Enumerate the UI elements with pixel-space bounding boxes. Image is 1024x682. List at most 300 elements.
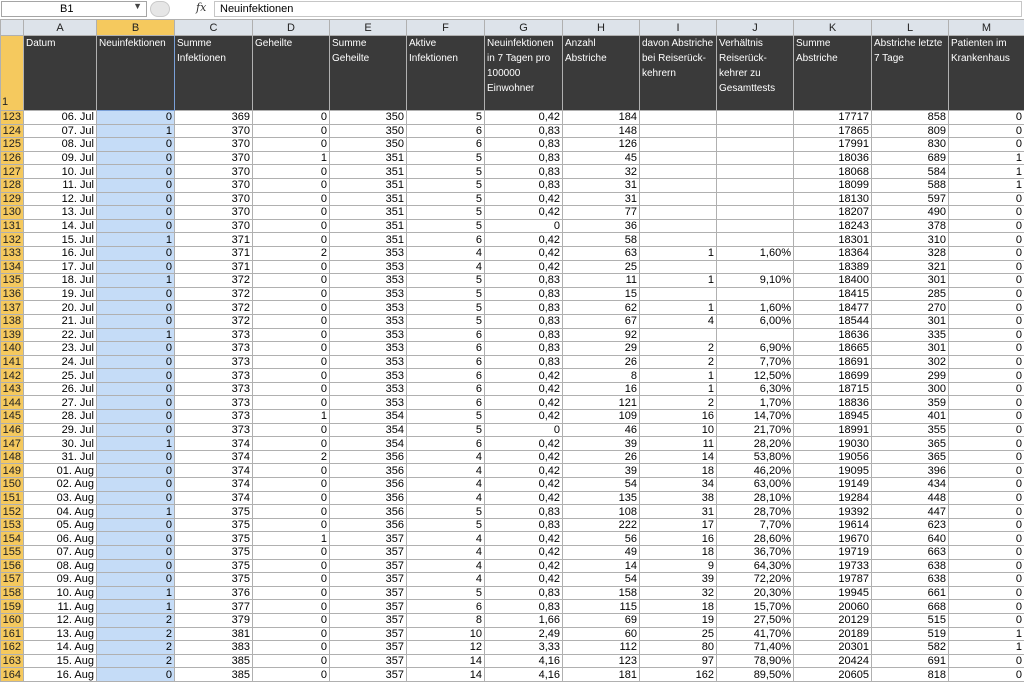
cell[interactable]: 385 (175, 654, 253, 668)
cell[interactable]: 222 (563, 518, 640, 532)
cell[interactable]: 0 (949, 423, 1024, 437)
cell[interactable]: 20424 (794, 654, 872, 668)
cell[interactable]: 31 (563, 178, 640, 192)
cell[interactable]: 0 (253, 178, 330, 192)
cell[interactable] (717, 233, 794, 247)
row-number[interactable]: 124 (1, 124, 24, 138)
cell[interactable]: 18068 (794, 165, 872, 179)
column-header-e[interactable]: E (330, 20, 407, 36)
cell[interactable]: 89,50% (717, 668, 794, 682)
cell[interactable]: 0 (253, 423, 330, 437)
cell[interactable]: 356 (330, 464, 407, 478)
cell[interactable]: 0 (97, 450, 175, 464)
cell[interactable]: 2 (253, 246, 330, 260)
cell[interactable]: 301 (872, 342, 949, 356)
cell[interactable]: 350 (330, 138, 407, 152)
row-number[interactable]: 139 (1, 328, 24, 342)
cell[interactable]: 14. Jul (24, 219, 97, 233)
cell[interactable]: 18 (640, 600, 717, 614)
cell[interactable]: 60 (563, 627, 640, 641)
cell[interactable] (717, 260, 794, 274)
cell[interactable]: 4 (407, 246, 485, 260)
cell[interactable]: 597 (872, 192, 949, 206)
cell[interactable] (717, 192, 794, 206)
row-number[interactable]: 150 (1, 478, 24, 492)
cell[interactable]: 4 (640, 314, 717, 328)
row-number[interactable]: 155 (1, 546, 24, 560)
cell[interactable]: 07. Aug (24, 546, 97, 560)
cell[interactable]: 351 (330, 178, 407, 192)
cell[interactable]: 623 (872, 518, 949, 532)
cell[interactable]: 19030 (794, 437, 872, 451)
cell[interactable]: 373 (175, 423, 253, 437)
cell[interactable]: 13. Aug (24, 627, 97, 641)
cell[interactable]: 18991 (794, 423, 872, 437)
cell[interactable]: 71,40% (717, 641, 794, 655)
cell[interactable]: 689 (872, 151, 949, 165)
cell[interactable]: 0,83 (485, 165, 563, 179)
cell[interactable]: 285 (872, 287, 949, 301)
cell[interactable]: 09. Aug (24, 573, 97, 587)
row-number[interactable]: 144 (1, 396, 24, 410)
cell[interactable]: 447 (872, 505, 949, 519)
cell[interactable]: 1 (640, 246, 717, 260)
cell[interactable]: 31 (563, 192, 640, 206)
cell[interactable]: 4 (407, 559, 485, 573)
cell[interactable]: 0 (949, 355, 1024, 369)
cell[interactable]: 1,60% (717, 246, 794, 260)
cell[interactable]: 4 (407, 478, 485, 492)
cell[interactable]: 370 (175, 178, 253, 192)
cell[interactable]: 5 (407, 165, 485, 179)
header-cell[interactable]: Datum (24, 36, 97, 111)
cell[interactable]: 10. Aug (24, 586, 97, 600)
cell[interactable]: 15 (563, 287, 640, 301)
cell[interactable]: 356 (330, 491, 407, 505)
cell[interactable]: 78,90% (717, 654, 794, 668)
cell[interactable]: 16 (640, 532, 717, 546)
cell[interactable]: 13. Jul (24, 206, 97, 220)
row-number[interactable]: 148 (1, 450, 24, 464)
cell[interactable]: 1 (97, 586, 175, 600)
cell[interactable]: 0 (97, 206, 175, 220)
cell[interactable]: 381 (175, 627, 253, 641)
cell[interactable]: 0 (97, 573, 175, 587)
cell[interactable]: 0,42 (485, 111, 563, 125)
cell[interactable]: 377 (175, 600, 253, 614)
cell[interactable]: 0,42 (485, 532, 563, 546)
cell[interactable]: 359 (872, 396, 949, 410)
cell[interactable]: 6 (407, 396, 485, 410)
cell[interactable]: 15,70% (717, 600, 794, 614)
cell[interactable]: 354 (330, 410, 407, 424)
cell[interactable] (717, 328, 794, 342)
cell[interactable]: 19614 (794, 518, 872, 532)
cell[interactable]: 18477 (794, 301, 872, 315)
cell[interactable]: 0,83 (485, 600, 563, 614)
cell[interactable]: 19284 (794, 491, 872, 505)
cell[interactable]: 310 (872, 233, 949, 247)
cell[interactable]: 0 (97, 668, 175, 682)
cell[interactable]: 126 (563, 138, 640, 152)
cell[interactable]: 0 (949, 600, 1024, 614)
cell[interactable]: 1 (97, 124, 175, 138)
header-cell[interactable]: Neuinfektionen in 7 Tagen pro 100000 Einwohner (485, 36, 563, 111)
cell[interactable]: 06. Jul (24, 111, 97, 125)
row-number[interactable]: 149 (1, 464, 24, 478)
cell[interactable]: 28,10% (717, 491, 794, 505)
cell[interactable]: 23. Jul (24, 342, 97, 356)
cell[interactable]: 12. Jul (24, 192, 97, 206)
cell[interactable]: 0 (97, 219, 175, 233)
cell[interactable]: 0,42 (485, 206, 563, 220)
cell[interactable]: 375 (175, 573, 253, 587)
cell[interactable]: 0 (949, 301, 1024, 315)
cell[interactable]: 2 (640, 355, 717, 369)
row-number[interactable]: 137 (1, 301, 24, 315)
cell[interactable]: 20189 (794, 627, 872, 641)
cell[interactable]: 58 (563, 233, 640, 247)
cell[interactable]: 19. Jul (24, 287, 97, 301)
cell[interactable]: 10. Jul (24, 165, 97, 179)
cell[interactable]: 0 (253, 505, 330, 519)
cell[interactable]: 0 (253, 613, 330, 627)
cell[interactable]: 353 (330, 260, 407, 274)
cell[interactable]: 663 (872, 546, 949, 560)
cell[interactable]: 39 (640, 573, 717, 587)
cell[interactable]: 300 (872, 382, 949, 396)
cell[interactable]: 0 (253, 138, 330, 152)
cell[interactable] (640, 206, 717, 220)
cell[interactable]: 335 (872, 328, 949, 342)
cell[interactable]: 372 (175, 314, 253, 328)
header-cell[interactable]: Patienten im Krankenhaus (949, 36, 1024, 111)
cell[interactable]: 372 (175, 287, 253, 301)
cell[interactable]: 6 (407, 369, 485, 383)
cell[interactable]: 10 (640, 423, 717, 437)
cell[interactable]: 0,42 (485, 410, 563, 424)
cell[interactable]: 1 (97, 274, 175, 288)
cell[interactable]: 08. Aug (24, 559, 97, 573)
cell[interactable]: 370 (175, 165, 253, 179)
header-cell[interactable]: Anzahl Abstriche (563, 36, 640, 111)
cell[interactable]: 0 (949, 546, 1024, 560)
cell[interactable]: 374 (175, 478, 253, 492)
cell[interactable]: 0 (253, 573, 330, 587)
cell[interactable]: 19670 (794, 532, 872, 546)
cell[interactable]: 26. Jul (24, 382, 97, 396)
cell[interactable]: 6 (407, 342, 485, 356)
cell[interactable]: 370 (175, 151, 253, 165)
cell[interactable]: 351 (330, 192, 407, 206)
cell[interactable]: 0 (949, 532, 1024, 546)
formula-bar-toggle-button[interactable] (150, 1, 170, 17)
cell[interactable]: 17 (640, 518, 717, 532)
cell[interactable]: 8 (407, 613, 485, 627)
cell[interactable]: 46,20% (717, 464, 794, 478)
cell[interactable]: 0,42 (485, 478, 563, 492)
cell[interactable]: 353 (330, 396, 407, 410)
cell[interactable]: 34 (640, 478, 717, 492)
cell[interactable]: 0 (253, 627, 330, 641)
cell[interactable] (717, 138, 794, 152)
cell[interactable]: 372 (175, 301, 253, 315)
cell[interactable]: 372 (175, 274, 253, 288)
column-header-l[interactable]: L (872, 20, 949, 36)
cell[interactable]: 0 (949, 559, 1024, 573)
row-number[interactable]: 133 (1, 246, 24, 260)
cell[interactable]: 12. Aug (24, 613, 97, 627)
row-number[interactable]: 156 (1, 559, 24, 573)
cell[interactable]: 135 (563, 491, 640, 505)
row-number[interactable]: 154 (1, 532, 24, 546)
cell[interactable]: 0 (253, 641, 330, 655)
cell[interactable]: 19787 (794, 573, 872, 587)
cell[interactable]: 5 (407, 274, 485, 288)
cell[interactable]: 353 (330, 246, 407, 260)
cell[interactable]: 01. Aug (24, 464, 97, 478)
cell[interactable]: 18836 (794, 396, 872, 410)
cell[interactable]: 1 (253, 410, 330, 424)
row-number[interactable]: 164 (1, 668, 24, 682)
cell[interactable]: 0 (97, 287, 175, 301)
cell[interactable]: 19056 (794, 450, 872, 464)
cell[interactable]: 4,16 (485, 668, 563, 682)
cell[interactable]: 356 (330, 518, 407, 532)
cell[interactable]: 357 (330, 600, 407, 614)
cell[interactable]: 0 (253, 328, 330, 342)
cell[interactable]: 0,83 (485, 342, 563, 356)
cell[interactable]: 373 (175, 355, 253, 369)
cell[interactable]: 109 (563, 410, 640, 424)
cell[interactable]: 56 (563, 532, 640, 546)
row-number[interactable]: 134 (1, 260, 24, 274)
column-header-m[interactable]: M (949, 20, 1024, 36)
row-number[interactable]: 135 (1, 274, 24, 288)
cell[interactable]: 39 (563, 464, 640, 478)
cell[interactable]: 0,83 (485, 328, 563, 342)
cell[interactable]: 0,42 (485, 246, 563, 260)
cell[interactable]: 0 (949, 491, 1024, 505)
cell[interactable]: 19392 (794, 505, 872, 519)
cell[interactable]: 19149 (794, 478, 872, 492)
cell[interactable]: 06. Aug (24, 532, 97, 546)
row-number[interactable]: 1 (1, 36, 24, 111)
row-number[interactable]: 141 (1, 355, 24, 369)
cell[interactable] (717, 151, 794, 165)
cell[interactable]: 30. Jul (24, 437, 97, 451)
cell[interactable]: 0 (949, 233, 1024, 247)
cell[interactable]: 15. Jul (24, 233, 97, 247)
cell[interactable]: 0 (253, 546, 330, 560)
cell[interactable]: 72,20% (717, 573, 794, 587)
cell[interactable] (717, 111, 794, 125)
cell[interactable]: 15. Aug (24, 654, 97, 668)
cell[interactable]: 18715 (794, 382, 872, 396)
cell[interactable] (717, 206, 794, 220)
cell[interactable]: 0 (949, 450, 1024, 464)
cell[interactable]: 0 (97, 410, 175, 424)
cell[interactable]: 378 (872, 219, 949, 233)
cell[interactable]: 2,49 (485, 627, 563, 641)
cell[interactable]: 374 (175, 437, 253, 451)
cell[interactable]: 28. Jul (24, 410, 97, 424)
cell[interactable]: 12 (407, 641, 485, 655)
cell[interactable]: 6 (407, 600, 485, 614)
cell[interactable]: 20301 (794, 641, 872, 655)
cell[interactable]: 0 (253, 192, 330, 206)
cell[interactable]: 375 (175, 505, 253, 519)
cell[interactable]: 0 (253, 396, 330, 410)
cell[interactable]: 375 (175, 532, 253, 546)
cell[interactable] (640, 138, 717, 152)
cell[interactable]: 809 (872, 124, 949, 138)
cell[interactable]: 11. Aug (24, 600, 97, 614)
cell[interactable]: 1 (949, 627, 1024, 641)
cell[interactable]: 0 (253, 464, 330, 478)
cell[interactable]: 1 (640, 369, 717, 383)
cell[interactable] (640, 124, 717, 138)
cell[interactable]: 32 (563, 165, 640, 179)
header-cell[interactable]: davon Abstriche bei Reiserück-kehrern (640, 36, 717, 111)
cell[interactable]: 5 (407, 518, 485, 532)
cell[interactable]: 1 (97, 233, 175, 247)
cell[interactable]: 54 (563, 478, 640, 492)
row-number[interactable]: 157 (1, 573, 24, 587)
cell[interactable]: 18130 (794, 192, 872, 206)
cell[interactable]: 638 (872, 559, 949, 573)
cell[interactable]: 0 (253, 301, 330, 315)
cell[interactable]: 2 (640, 342, 717, 356)
cell[interactable]: 365 (872, 450, 949, 464)
cell[interactable]: 519 (872, 627, 949, 641)
column-header-j[interactable]: J (717, 20, 794, 36)
cell[interactable]: 351 (330, 219, 407, 233)
cell[interactable]: 121 (563, 396, 640, 410)
cell[interactable]: 354 (330, 437, 407, 451)
row-number[interactable]: 131 (1, 219, 24, 233)
row-number[interactable]: 138 (1, 314, 24, 328)
cell[interactable]: 0 (253, 219, 330, 233)
cell[interactable]: 162 (640, 668, 717, 682)
cell[interactable]: 18389 (794, 260, 872, 274)
cell[interactable]: 14. Aug (24, 641, 97, 655)
cell[interactable]: 80 (640, 641, 717, 655)
cell[interactable]: 584 (872, 165, 949, 179)
cell[interactable]: 357 (330, 668, 407, 682)
cell[interactable]: 20129 (794, 613, 872, 627)
cell[interactable]: 18 (640, 546, 717, 560)
cell[interactable]: 0 (97, 382, 175, 396)
cell[interactable]: 0,83 (485, 518, 563, 532)
spreadsheet-grid[interactable] (0, 19, 1024, 682)
cell[interactable]: 373 (175, 369, 253, 383)
row-number[interactable]: 160 (1, 613, 24, 627)
cell[interactable]: 0 (253, 491, 330, 505)
row-number[interactable]: 158 (1, 586, 24, 600)
cell[interactable]: 0 (949, 260, 1024, 274)
cell[interactable]: 351 (330, 165, 407, 179)
row-number[interactable]: 136 (1, 287, 24, 301)
cell[interactable]: 4 (407, 546, 485, 560)
cell[interactable]: 0,83 (485, 287, 563, 301)
cell[interactable]: 1 (640, 274, 717, 288)
header-cell[interactable]: Summe Geheilte (330, 36, 407, 111)
row-number[interactable]: 132 (1, 233, 24, 247)
cell[interactable]: 0 (949, 192, 1024, 206)
cell[interactable]: 356 (330, 505, 407, 519)
cell[interactable]: 0 (949, 518, 1024, 532)
cell[interactable]: 0 (949, 287, 1024, 301)
cell[interactable]: 0,83 (485, 355, 563, 369)
cell[interactable]: 5 (407, 206, 485, 220)
cell[interactable]: 18207 (794, 206, 872, 220)
header-cell[interactable]: Summe Abstriche (794, 36, 872, 111)
cell[interactable]: 0 (253, 314, 330, 328)
column-header-k[interactable]: K (794, 20, 872, 36)
cell[interactable] (717, 178, 794, 192)
cell[interactable] (717, 287, 794, 301)
cell[interactable]: 11 (563, 274, 640, 288)
cell[interactable]: 05. Aug (24, 518, 97, 532)
cell[interactable]: 14 (407, 654, 485, 668)
cell[interactable] (640, 287, 717, 301)
cell[interactable]: 18. Jul (24, 274, 97, 288)
cell[interactable]: 18544 (794, 314, 872, 328)
cell[interactable]: 1 (949, 641, 1024, 655)
cell[interactable]: 0 (97, 478, 175, 492)
cell[interactable]: 18364 (794, 246, 872, 260)
cell[interactable]: 5 (407, 314, 485, 328)
cell[interactable]: 638 (872, 573, 949, 587)
cell[interactable]: 5 (407, 192, 485, 206)
cell[interactable]: 373 (175, 410, 253, 424)
cell[interactable]: 17. Jul (24, 260, 97, 274)
insert-function-icon[interactable]: fx (196, 1, 207, 14)
cell[interactable]: 355 (872, 423, 949, 437)
cell[interactable]: 830 (872, 138, 949, 152)
cell[interactable]: 0,42 (485, 491, 563, 505)
cell[interactable]: 858 (872, 111, 949, 125)
cell[interactable]: 374 (175, 491, 253, 505)
cell[interactable]: 54 (563, 573, 640, 587)
cell[interactable]: 357 (330, 573, 407, 587)
column-header-h[interactable]: H (563, 20, 640, 36)
cell[interactable]: 0 (253, 111, 330, 125)
cell[interactable]: 31 (640, 505, 717, 519)
cell[interactable]: 14 (563, 559, 640, 573)
cell[interactable]: 6 (407, 437, 485, 451)
cell[interactable]: 0,42 (485, 260, 563, 274)
cell[interactable]: 26 (563, 355, 640, 369)
cell[interactable]: 18415 (794, 287, 872, 301)
cell[interactable]: 2 (97, 627, 175, 641)
header-cell[interactable]: Abstriche letzte 7 Tage (872, 36, 949, 111)
cell[interactable]: 4 (407, 450, 485, 464)
cell[interactable]: 29. Jul (24, 423, 97, 437)
cell[interactable] (717, 219, 794, 233)
cell[interactable]: 25 (640, 627, 717, 641)
cell[interactable]: 515 (872, 613, 949, 627)
cell[interactable]: 370 (175, 219, 253, 233)
cell[interactable]: 0 (949, 314, 1024, 328)
cell[interactable]: 77 (563, 206, 640, 220)
cell[interactable]: 16. Aug (24, 668, 97, 682)
cell[interactable]: 18665 (794, 342, 872, 356)
cell[interactable]: 0 (97, 178, 175, 192)
cell[interactable]: 0 (949, 138, 1024, 152)
cell[interactable]: 63,00% (717, 478, 794, 492)
